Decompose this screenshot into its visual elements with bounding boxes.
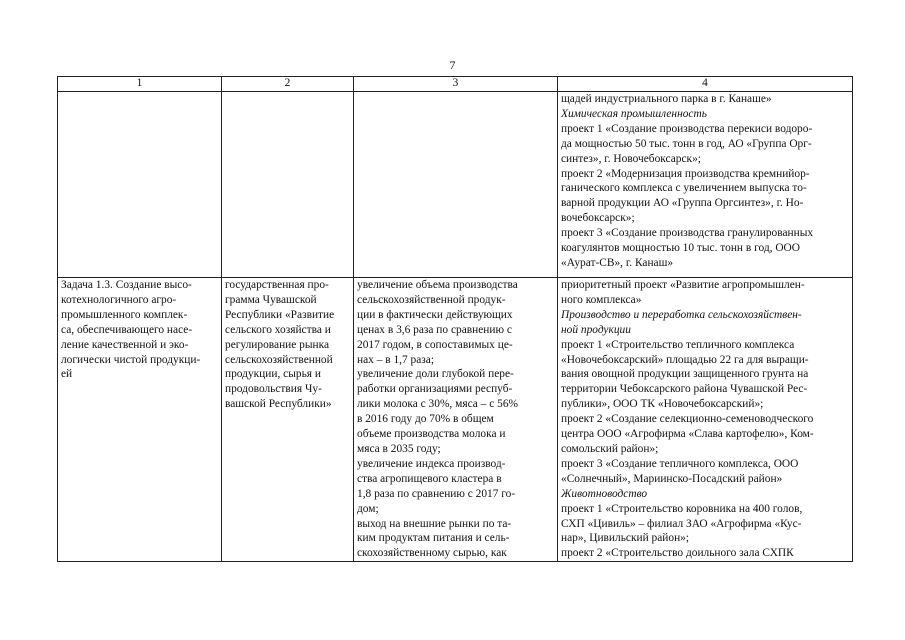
cell-col3 [354, 92, 558, 278]
cell-col2 [222, 92, 354, 278]
text-line: Химическая промышленность [561, 107, 707, 120]
text-line: государственная про- [225, 279, 329, 291]
column-header-2: 2 [222, 77, 354, 92]
text-line: Задача 1.3. Создание высо- [61, 279, 192, 291]
text-line: проект 2 «Создание селекционно-семеноводческого [561, 413, 814, 426]
text-line: ценах в 3,6 раза по сравнению с [357, 323, 512, 336]
text-line: логически чистой продукци- [61, 353, 201, 366]
table-row [58, 92, 853, 278]
text-line: нар», Цивильский район»; [561, 532, 690, 545]
text-line: продукции, сырья и [225, 368, 321, 381]
text-line: са, обеспечивающего насе- [61, 323, 193, 336]
text-line: ганического комплекса с увеличением выпуска то- [561, 182, 807, 195]
text-line: скохозяйственному сырью, как [357, 547, 507, 560]
text-line: мяса в 2035 году; [357, 442, 441, 455]
program-cell [222, 278, 354, 562]
text-line: щадей индустриального парка в г. Канаше» [561, 93, 772, 105]
text-line: сомольский район»; [561, 442, 659, 455]
text-line: ление качественной и эко- [61, 338, 189, 351]
text-line: увеличение объема производства [357, 279, 518, 291]
text-line: грамма Чувашской [225, 293, 317, 306]
table-header-row [58, 77, 853, 92]
text-line: 1,8 раза по сравнению с 2017 го- [357, 487, 516, 500]
text-line: сельского хозяйства и [225, 323, 331, 336]
text-line: проект 1 «Создание производства перекиси водоро- [561, 122, 813, 135]
text-line: «Солнечный», Мариинско-Посадский район» [561, 472, 783, 485]
text-line: ким продуктам питания и сель- [357, 532, 510, 545]
text-line: ции в фактически действующих [357, 308, 513, 321]
cell-col4 [558, 92, 853, 278]
text-line: увеличение доли глубокой пере- [357, 368, 514, 381]
text-line: продовольствия Чу- [225, 383, 322, 396]
text-line: сельскохозяйственной [225, 353, 333, 366]
text-line: объеме производства молока и [357, 428, 506, 441]
text-line: «Аурат-СВ», г. Канаш» [561, 256, 674, 269]
text-line: промышленного комплек- [61, 308, 188, 321]
text-line: Республики «Развитие [225, 308, 335, 321]
text-line: Животноводство [561, 487, 648, 500]
text-line: проект 1 «Строительство тепличного комплекса [561, 338, 795, 351]
indicators-cell [354, 278, 558, 562]
text-line: регулирование рынка [225, 338, 330, 351]
task-cell [58, 278, 222, 562]
text-line: лики молока с 30%, мяса – с 56% [357, 398, 519, 411]
text-line: котехнологичного агро- [61, 293, 177, 306]
text-line: работки организациями респуб- [357, 383, 513, 396]
text-line: увеличение индекса производ- [357, 457, 506, 470]
text-line: вашской Республики» [225, 398, 332, 411]
text-line: территории Чебоксарского района Чувашской Рес- [561, 383, 808, 396]
text-line: проект 2 «Строительство доильного зала СХПК [561, 547, 794, 560]
text-line: да мощностью 50 тыс. тонн в год, АО «Группа Орг- [561, 137, 812, 150]
text-line: ей [61, 368, 73, 381]
text-line: коагулянтов мощностью 10 тыс. тонн в год, ООО [561, 242, 801, 255]
column-header-1: 1 [58, 77, 222, 92]
column-header-4: 4 [558, 77, 853, 92]
cell-col1 [58, 92, 222, 278]
text-line: приоритетный проект «Развитие агропромышлен- [561, 279, 805, 291]
text-line: нах – в 1,7 раза; [357, 353, 435, 366]
text-line: ной продукции [561, 323, 631, 336]
text-line: 2017 годом, в сопоставимых це- [357, 338, 513, 351]
text-line: ства агропищевого кластера в [357, 472, 502, 485]
text-line: «Новочебоксарский» площадью 22 га для выращи- [561, 353, 809, 366]
text-line: СХП «Цивиль» – филиал ЗАО «Агрофирма «Кус- [561, 517, 802, 530]
page-number: 7 [449, 58, 456, 72]
text-line: проект 3 «Создание производства гранулированных [561, 227, 814, 240]
text-line: сельскохозяйственной продук- [357, 293, 506, 306]
text-line: варной продукции АО «Группа Оргсинтез», г. Но- [561, 197, 804, 210]
text-line: дом; [357, 502, 379, 515]
text-line: ного комплекса» [561, 293, 642, 306]
text-line: центра ООО «Агрофирма «Слава картофелю», Ком- [561, 428, 814, 441]
text-line: Производство и переработка сельскохозяйствен- [561, 308, 802, 321]
text-line: в 2016 году до 70% в общем [357, 413, 494, 426]
column-header-3: 3 [354, 77, 558, 92]
text-line: вания овощной продукции защищенного грунта на [561, 368, 809, 381]
text-line: выход на внешние рынки по та- [357, 517, 512, 530]
text-line: синтез», г. Новочебоксарск»; [561, 152, 701, 165]
data-table [57, 76, 853, 562]
text-line: проект 1 «Строительство коровника на 400 голов, [561, 502, 803, 515]
table-row [58, 278, 853, 562]
text-line: проект 2 «Модернизация производства кремнийор- [561, 167, 810, 180]
text-line: вочебоксарск»; [561, 212, 635, 225]
projects-cell [558, 278, 853, 562]
text-line: публики», ООО ТК «Новочебоксарский»; [561, 398, 764, 411]
text-line: проект 3 «Создание тепличного комплекса, ООО [561, 457, 799, 470]
